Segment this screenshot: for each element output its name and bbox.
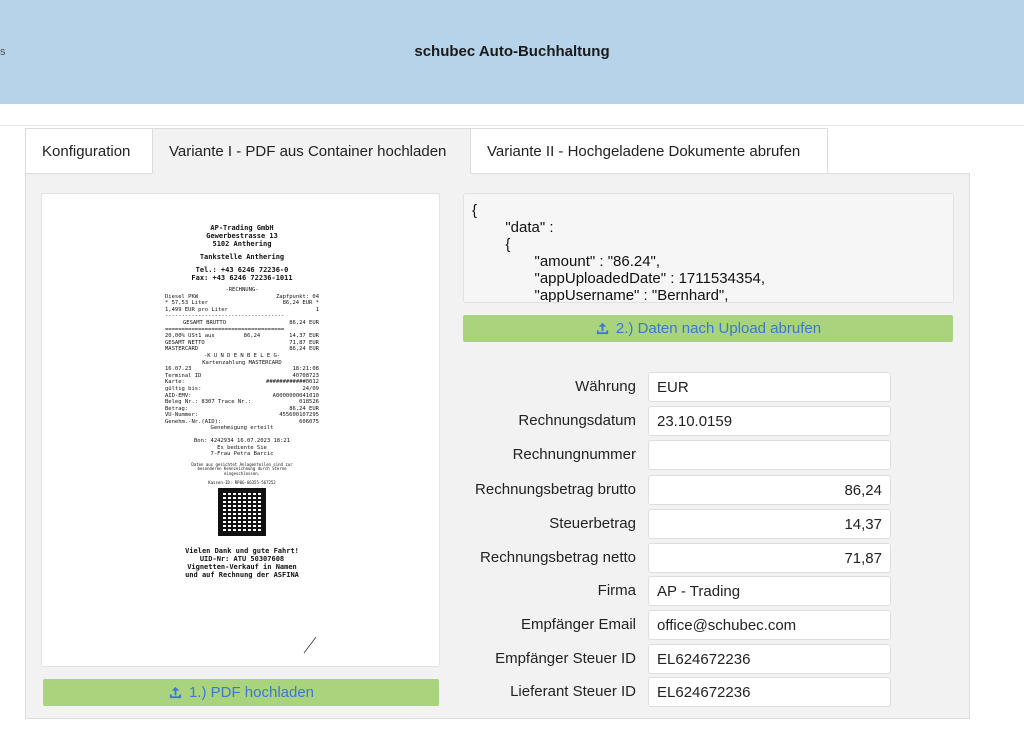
window-edge-mark: s <box>0 46 6 58</box>
receipt-hinweis2: besonderen Kennzeichnung durch Sterne <box>197 466 287 472</box>
rechnungsdatum-field[interactable]: 23.10.0159 <box>648 406 891 436</box>
steuerbetrag-label: Steuerbetrag <box>549 515 636 532</box>
app-title: schubec Auto-Buchhaltung <box>414 43 610 60</box>
receipt-qty: * 57,53 Liter <box>165 300 209 307</box>
receipt-tel: Tel.: +43 6246 72236-0 <box>195 266 289 274</box>
receipt-betrag: 86,24 EUR <box>289 405 319 412</box>
receipt-company: AP-Trading GmbH <box>210 224 274 232</box>
receipt-trace: 018526 <box>299 399 319 406</box>
receipt-brutto: 86,24 EUR <box>289 319 319 326</box>
empfaenger-email-label: Empfänger Email <box>520 616 636 633</box>
receipt-qty-amount: 86,24 EUR * <box>282 300 319 307</box>
receipt-vu: 455600107295 <box>279 412 319 419</box>
receipt-terminal: 40708723 <box>292 372 319 379</box>
pdf-upload-label: 1.) PDF hochladen <box>188 684 315 701</box>
json-line-3: { <box>472 236 511 253</box>
json-line-1: { <box>472 202 478 219</box>
brutto-label: Rechnungsbetrag brutto <box>475 481 636 498</box>
receipt-rechnung: -RECHNUNG- <box>225 287 259 293</box>
receipt-divider: ------------------------------------ <box>165 313 285 320</box>
netto-label: Rechnungsbetrag netto <box>480 549 636 566</box>
json-line-4: "amount" : "86.24", <box>472 253 661 270</box>
receipt-footer1: Vielen Dank und gute Fahrt! <box>185 547 299 556</box>
receipt-kartenzahlung: Kartenzahlung MASTERCARD <box>202 359 282 366</box>
tab-konfiguration[interactable]: Konfiguration <box>25 128 153 174</box>
fetch-data-label: 2.) Daten nach Upload abrufen <box>615 320 822 337</box>
app-header <box>0 0 1024 104</box>
receipt-city: 5102 Anthering <box>212 240 272 248</box>
receipt-terminal-label: Terminal ID <box>165 372 202 379</box>
rechnungsnummer-label: Rechnungnummer <box>512 446 636 463</box>
waehrung-label: Währung <box>575 378 636 395</box>
fetch-data-button[interactable] <box>463 315 953 342</box>
form-row-lieferant-steuer-id <box>463 677 891 707</box>
lieferant-steuer-id-label: Lieferant Steuer ID <box>510 683 636 700</box>
rechnungsdatum-label: Rechnungsdatum <box>518 412 636 429</box>
receipt-brutto-label: GESAMT BRUTTO <box>183 319 227 326</box>
receipt-unit-price: 1,499 EUR pro Liter <box>165 306 228 313</box>
form-row-rechnungsdatum <box>463 406 891 436</box>
upload-icon <box>168 685 183 700</box>
receipt-station: Tankstelle Anthering <box>199 253 285 261</box>
receipt-genehmigung: Genehmigung erteilt <box>210 425 274 432</box>
receipt-gueltig: 24/09 <box>302 385 319 392</box>
form-row-empfaenger-email <box>463 610 891 640</box>
receipt-footer2: UID-Nr: ATU 50307608 <box>199 555 285 564</box>
receipt-aid: A0000000041010 <box>272 392 319 399</box>
brutto-field[interactable]: 86,24 <box>648 475 891 505</box>
receipt-betrag-label: Betrag: <box>165 405 189 412</box>
form-row-netto <box>463 543 891 573</box>
receipt-ust: 14,37 EUR <box>289 333 319 340</box>
netto-field[interactable]: 71,87 <box>648 543 891 573</box>
receipt-genehm-label: Genehm.-Nr.(AID): <box>165 418 222 425</box>
tab-variante-2[interactable]: Variante II - Hochgeladene Dokumente abrufen <box>470 128 828 174</box>
receipt-vu-label: VU-Nummer: <box>165 412 199 419</box>
receipt-footer4: und auf Rechnung der ASFINA <box>185 571 299 580</box>
rechnungsnummer-field[interactable] <box>648 440 891 470</box>
receipt-karte: ############0012 <box>266 379 319 386</box>
receipt-kassen-id: Kassen-ID: RP0G-66355-567252 <box>208 479 276 485</box>
receipt-ust-base: 86,24 <box>243 333 261 340</box>
receipt-fax: Fax: +43 6246 72236-1011 <box>191 274 293 282</box>
receipt-ust-label: 20,00% USt1 aus <box>165 333 215 340</box>
receipt-bedient1: Es bediente Sie <box>217 444 267 451</box>
receipt-bon: Bon: 4242934 16.07.2023 18:21 <box>193 438 291 445</box>
receipt-karte-label: Karte: <box>165 379 185 386</box>
receipt-street: Gewerbestrasse 13 <box>206 232 278 240</box>
signature-stroke <box>303 636 317 654</box>
form-row-steuerbetrag <box>463 509 891 539</box>
empfaenger-steuer-id-field[interactable]: EL624672236 <box>648 644 891 674</box>
receipt-aid-label: AID-EMV: <box>165 392 192 399</box>
receipt-kundenbeleg: -K U N D E N B E L E G- <box>203 352 281 359</box>
receipt-divider-double: ==================================== <box>165 326 285 333</box>
form-row-firma <box>463 576 891 606</box>
receipt-genehm: 606075 <box>299 418 319 425</box>
receipt-netto-label: GESAMT NETTO <box>165 339 205 346</box>
form-row-rechnungsnummer <box>463 440 891 470</box>
upload-icon <box>595 321 610 336</box>
json-line-5: "appUploadedDate" : 1711534354, <box>472 270 766 287</box>
receipt-item: Diesel PKW <box>165 293 199 300</box>
firma-field[interactable]: AP - Trading <box>648 576 891 606</box>
receipt-pump: Zapfpunkt: 04 <box>275 293 319 300</box>
form-row-empfaenger-steuer-id <box>463 644 891 674</box>
form-row-brutto <box>463 475 891 505</box>
receipt-card-label: MASTERCARD <box>165 346 199 353</box>
tab-variante-1[interactable]: Variante I - PDF aus Container hochladen <box>152 128 471 174</box>
json-line-2: "data" : <box>472 219 554 236</box>
receipt-hinweis1: Daten aus gesichtet Anlagenteilen sind zur <box>191 461 293 467</box>
receipt-beleg-label: Beleg Nr.: 8307 Trace Nr.: <box>165 399 252 406</box>
pdf-preview <box>41 193 440 667</box>
json-line-6: "appUsername" : "Bernhard", <box>472 287 729 303</box>
receipt-time: 18:21:08 <box>292 366 319 373</box>
empfaenger-steuer-id-label: Empfänger Steuer ID <box>495 650 636 667</box>
tab-bar <box>25 128 827 174</box>
empfaenger-email-field[interactable]: office@schubec.com <box>648 610 891 640</box>
header-separator <box>0 104 1024 126</box>
receipt-netto: 71,87 EUR <box>289 339 319 346</box>
receipt-footer3: Vignetten-Verkauf in Namen <box>187 563 297 572</box>
firma-label: Firma <box>597 582 636 599</box>
steuerbetrag-field[interactable]: 14,37 <box>648 509 891 539</box>
receipt-hinweis3: eingeschlossen. <box>223 471 261 477</box>
receipt-unit-count: 1 <box>315 306 319 313</box>
receipt-document <box>165 202 319 660</box>
receipt-card: 86,24 EUR <box>289 346 319 353</box>
pdf-upload-button[interactable] <box>43 679 439 706</box>
form-row-waehrung <box>463 372 891 402</box>
waehrung-field[interactable]: EUR <box>648 372 891 402</box>
json-response-viewer[interactable] <box>463 193 954 303</box>
receipt-date: 16.07.23 <box>165 366 192 373</box>
lieferant-steuer-id-field[interactable]: EL624672236 <box>648 677 891 707</box>
receipt-gueltig-label: gültig bis: <box>165 385 202 392</box>
receipt-bedient2: 7-Frau Petra Barcic <box>210 451 274 458</box>
qr-code <box>218 488 266 536</box>
